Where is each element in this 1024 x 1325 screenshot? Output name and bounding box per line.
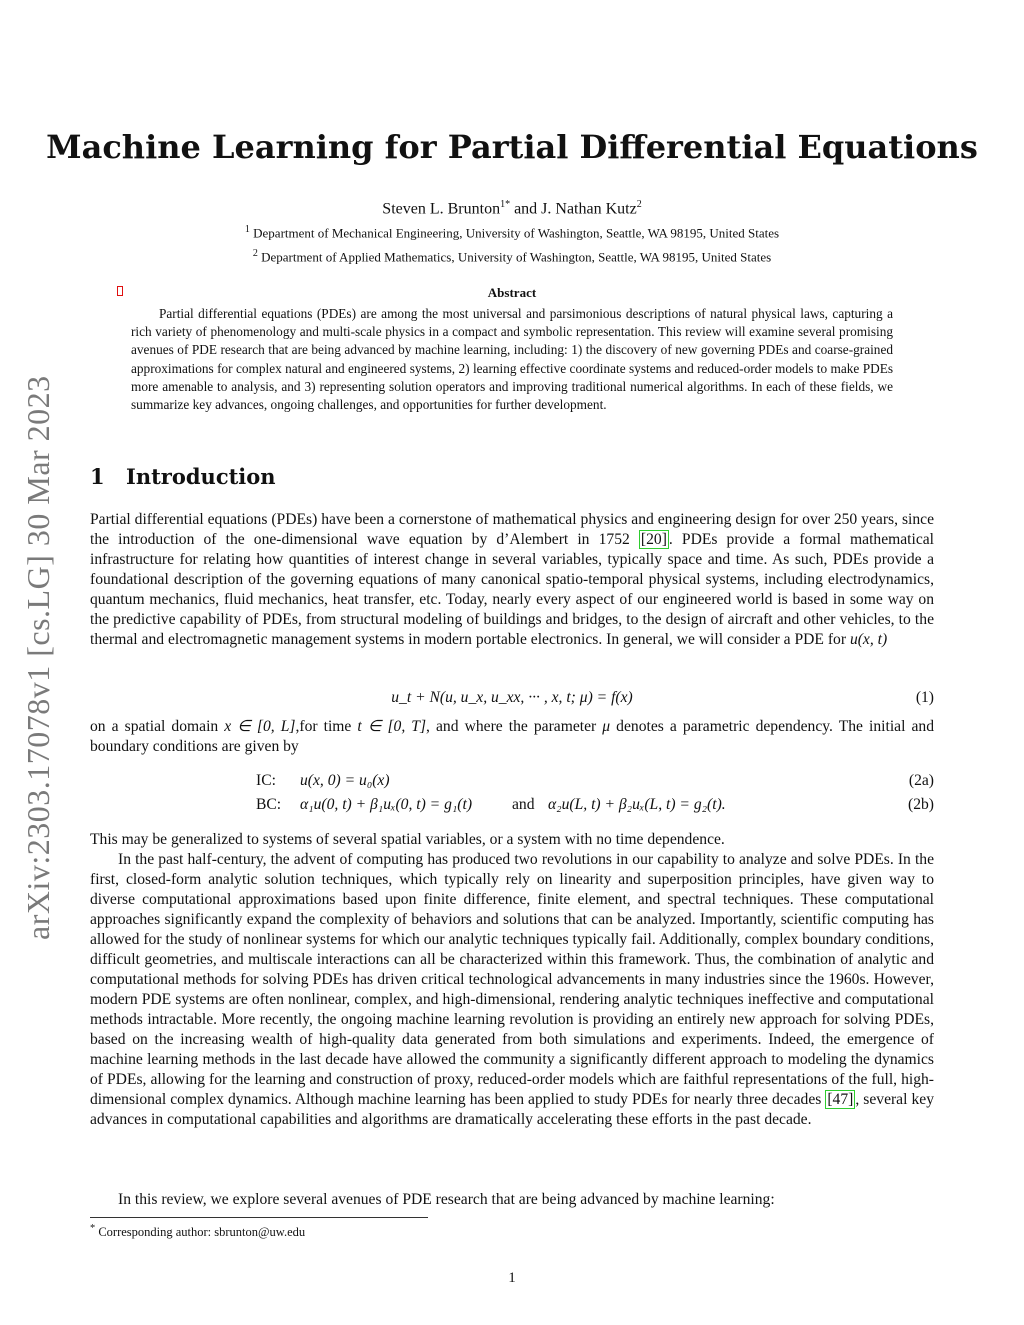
paper-title: Machine Learning for Partial Differential Equations <box>46 128 978 166</box>
section-title: Introduction <box>126 464 276 489</box>
intro-p1-text-a: Partial differential equations (PDEs) have been a cornerstone of mathematical physics and engineering design for over 250 years, since the introduction of the one-dimensional wave equation by d’Alembert in 1752 <box>90 511 934 548</box>
section-number: 1 <box>90 464 105 489</box>
intro-p2-text-a: on a spatial domain <box>90 718 225 735</box>
citation-47[interactable]: [47] <box>827 1091 854 1108</box>
equation-1-number: (1) <box>915 689 934 706</box>
equation-2a-number: (2a) <box>908 772 934 789</box>
equation-1-body: u_t + N(u, u_x, u_xx, ··· , x, t; μ) = f(x) <box>391 689 633 706</box>
intro-paragraph-5: In this review, we explore several avenues of PDE research that are being advanced by machine learning: <box>118 1191 775 1208</box>
equation-2a <box>90 772 934 792</box>
bc-equation-left: α₁u(0, t) + β₁uₓ(0, t) = g₁(t) <box>300 796 473 813</box>
footnote-mark: * <box>90 1223 96 1234</box>
arxiv-identifier: arXiv:2303.17078v1 [cs.LG] 30 Mar 2023 <box>20 375 56 940</box>
inline-math-mu: μ <box>602 718 611 735</box>
affiliation-1-text: Department of Mechanical Engineering, University of Washington, Seattle, WA 98195, United States <box>253 225 780 241</box>
author-brunton-affil: 1* <box>500 199 511 210</box>
intro-p2-text-b: ,for time <box>295 718 358 735</box>
inline-math-time: t ∈ [0, T] <box>357 718 427 735</box>
page-number: 1 <box>508 1270 516 1286</box>
bc-and: and <box>512 796 535 813</box>
author-line <box>0 199 1024 218</box>
intro-paragraph-3: This may be generalized to systems of several spatial variables, or a system with no time dependence. <box>90 831 725 848</box>
footnote-text: Corresponding author: sbrunton@uw.edu <box>98 1225 306 1240</box>
footnote-divider <box>90 1217 428 1218</box>
equation-1 <box>90 689 934 709</box>
abstract-heading: Abstract <box>487 285 537 300</box>
affiliation-1 <box>0 224 1024 241</box>
author-connector: and <box>514 200 538 218</box>
bc-equation-right: α₂u(L, t) + β₂uₓ(L, t) = g₂(t). <box>548 796 726 813</box>
intro-paragraph-2 <box>90 717 934 757</box>
author-kutz: J. Nathan Kutz <box>541 200 637 218</box>
bc-label: BC: <box>256 796 282 813</box>
equation-2b <box>90 796 934 816</box>
inline-math-uxt: u(x, t) <box>849 631 888 648</box>
intro-p4-text-b: , several key advances in computational capabilities and algorithms are dramatically accelerating these efforts in the past decade. <box>90 1091 934 1128</box>
equation-2b-number: (2b) <box>908 796 934 813</box>
intro-paragraph-4 <box>90 850 934 1130</box>
intro-p2-text-d: denotes a parametric dependency. The initial and boundary conditions are given by <box>90 718 934 755</box>
ic-equation: u(x, 0) = u₀(x) <box>300 772 390 789</box>
affiliation-1-mark: 1 <box>244 224 250 235</box>
inline-math-domain: x ∈ [0, L] <box>224 718 296 735</box>
intro-paragraph-1 <box>90 510 934 650</box>
abstract-text: Partial differential equations (PDEs) are among the most universal and parsimonious descriptions of natural physical laws, capturing a rich variety of phenomenology and multi-scale physics in a compact and symbolic representation. This review will examine several promising avenues of PDE research that are being advanced by machine learning, including: 1) the discovery of new governing PDEs and coarse-grained approximations for complex natural and engineered systems, 2) learning effective coordinate systems and reduced-order models to make PDEs more amenable to analysis, and 3) representing solution operators and improving traditional numerical algorithms. In each of these fields, we summarize key advances, ongoing challenges, and opportunities for further development. <box>131 306 893 413</box>
author-kutz-affil: 2 <box>636 199 642 210</box>
intro-p2-text-c: , and where the parameter <box>426 718 603 735</box>
affiliation-2-mark: 2 <box>252 248 258 259</box>
affiliation-2-text: Department of Applied Mathematics, University of Washington, Seattle, WA 98195, United States <box>261 249 772 265</box>
footnote <box>90 1223 305 1240</box>
affiliation-2 <box>0 248 1024 265</box>
ic-label: IC: <box>256 772 276 789</box>
citation-20[interactable]: [20] <box>640 531 667 548</box>
author-brunton: Steven L. Brunton <box>382 200 501 218</box>
section-heading-introduction <box>90 464 276 489</box>
intro-p1-text-b: . PDEs provide a formal mathematical infrastructure for relating how quantities of interest change in several variables, typically space and time. As such, PDEs provide a foundational description of the governing equations of many canonical spatio-temporal physical systems, including electrodynamics, quantum mechanics, fluid mechanics, heat transfer, etc. Today, nearly every aspect of our engineered world is based in some way on the predictive capability of PDEs, from structural modeling of buildings and bridges, to the design of aircraft and other vehicles, to the thermal and electromagnetic management systems in modern portable electronics. In general, we will consider a PDE for <box>90 531 935 648</box>
intro-p4-text-a: In the past half-century, the advent of computing has produced two revolutions in our capability to analyze and solve PDEs. In the first, closed-form analytic solution techniques, which typically rely on linearity and superposition principles, have given way to diverse computational approximations based upon finite difference, finite element, and spectral techniques. These computational approaches significantly expand the complexity of behaviors and solutions that can be analyzed. Importantly, scientific computing has allowed for the study of nonlinear systems for which our analytic techniques typically fail. Additionally, complex boundary conditions, difficult geometries, and multiscale interactions can all be characterized within this framework. Thus, the combination of analytic and computational methods for solving PDEs has driven critical technological advancements in many industries since the 1960s. However, modern PDE systems are often nonlinear, complex, and high-dimensional, rendering analytic techniques ineffective and computational methods intractable. More recently, the ongoing machine learning revolution is providing an entirely new approach for solving PDEs, based on the increasing wealth of high-quality data generated from both simulations and experiments. Indeed, the emergence of machine learning methods in the last decade have allowed the community a significantly different approach to modeling the dynamics of PDEs, allowing for the learning and construction of proxy, reduced-order models which are faithful representations of the full, high-dimensional complex dynamics. Although machine learning has been applied to study PDEs for nearly three decades <box>90 851 934 1108</box>
